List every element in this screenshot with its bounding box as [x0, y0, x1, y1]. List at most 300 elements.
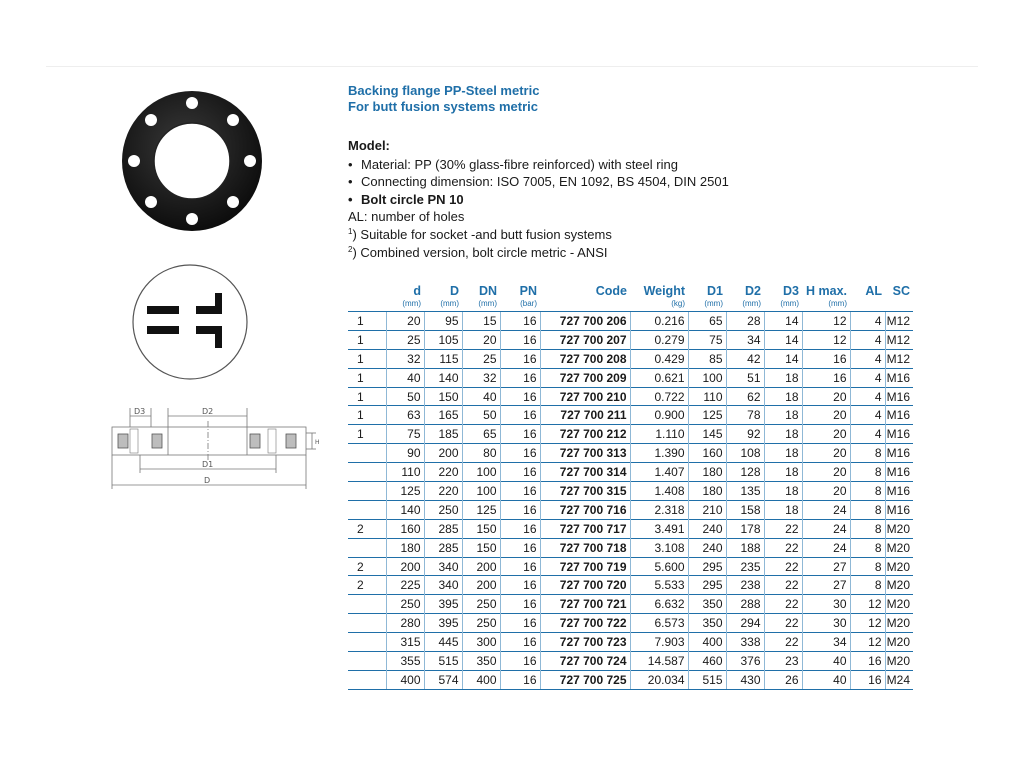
cell-D3: 18: [764, 463, 802, 482]
cell-note: [348, 595, 386, 614]
cell-h-max: 16: [802, 349, 850, 368]
note-2-mark: 2: [348, 244, 353, 254]
unit-DN: (mm): [462, 299, 500, 312]
cell-al: 8: [850, 576, 885, 595]
cell-DN: 200: [462, 576, 500, 595]
cell-DN: 15: [462, 312, 500, 331]
table-row: [348, 576, 913, 595]
cell-note: 1: [348, 406, 386, 425]
cell-weight: 1.110: [630, 425, 688, 444]
cell-D2: 235: [726, 557, 764, 576]
cell-D2: 92: [726, 425, 764, 444]
cell-weight: 20.034: [630, 670, 688, 689]
cell-h-max: 12: [802, 330, 850, 349]
cell-sc: M16: [885, 444, 913, 463]
cell-D1: 85: [688, 349, 726, 368]
cell-weight: 14.587: [630, 652, 688, 671]
cell-weight: 0.621: [630, 368, 688, 387]
note-al: AL: number of holes: [348, 209, 465, 225]
cell-d: 20: [386, 312, 424, 331]
cell-h-max: 27: [802, 576, 850, 595]
cell-DN: 300: [462, 633, 500, 652]
cell-sc: M12: [885, 312, 913, 331]
cell-D3: 22: [764, 557, 802, 576]
cell-D3: 18: [764, 500, 802, 519]
cell-DN: 200: [462, 557, 500, 576]
cell-h-max: 20: [802, 463, 850, 482]
cell-sc: M20: [885, 652, 913, 671]
header-d: d: [413, 283, 421, 298]
cell-al: 4: [850, 349, 885, 368]
cell-PN: 16: [500, 406, 540, 425]
cell-D3: 22: [764, 633, 802, 652]
cell-D2: 34: [726, 330, 764, 349]
cell-DN: 80: [462, 444, 500, 463]
cell-note: [348, 482, 386, 501]
cell-PN: 16: [500, 425, 540, 444]
table-header-row: [348, 282, 913, 299]
cell-D2: 42: [726, 349, 764, 368]
header-sc: SC: [892, 283, 910, 298]
cell-d: 200: [386, 557, 424, 576]
technical-drawing: [104, 403, 324, 495]
cell-D2: 294: [726, 614, 764, 633]
cell-weight: 3.108: [630, 538, 688, 557]
cell-weight: 0.279: [630, 330, 688, 349]
bullet-material: • Material: PP (30% glass-fibre reinforced) with steel ring: [348, 156, 729, 174]
cell-PN: 16: [500, 500, 540, 519]
cell-D2: 108: [726, 444, 764, 463]
cell-weight: 3.491: [630, 519, 688, 538]
table-row: [348, 368, 913, 387]
cell-DN: 250: [462, 614, 500, 633]
cell-D3: 18: [764, 406, 802, 425]
cell-D2: 158: [726, 500, 764, 519]
cell-DN: 25: [462, 349, 500, 368]
cell-h-max: 12: [802, 312, 850, 331]
cell-h-max: 24: [802, 500, 850, 519]
cell-DN: 65: [462, 425, 500, 444]
cell-code: 727 700 717: [540, 519, 630, 538]
cell-note: [348, 444, 386, 463]
cell-D2: 338: [726, 633, 764, 652]
cell-D1: 145: [688, 425, 726, 444]
cell-sc: M16: [885, 482, 913, 501]
cell-h-max: 40: [802, 652, 850, 671]
cell-D: 140: [424, 368, 462, 387]
cell-D: 285: [424, 538, 462, 557]
cell-code: 727 700 210: [540, 387, 630, 406]
cell-d: 125: [386, 482, 424, 501]
cell-h-max: 24: [802, 538, 850, 557]
cell-sc: M16: [885, 387, 913, 406]
header-D: D: [449, 283, 459, 298]
cell-sc: M20: [885, 557, 913, 576]
cell-DN: 40: [462, 387, 500, 406]
cell-D3: 14: [764, 312, 802, 331]
dim-d1-label: D1: [202, 460, 214, 469]
cell-weight: 7.903: [630, 633, 688, 652]
cell-D2: 288: [726, 595, 764, 614]
cell-al: 8: [850, 557, 885, 576]
model-description: [348, 137, 729, 261]
cell-D2: 51: [726, 368, 764, 387]
cell-al: 8: [850, 463, 885, 482]
cell-code: 727 700 212: [540, 425, 630, 444]
cell-D1: 180: [688, 482, 726, 501]
cell-D1: 295: [688, 576, 726, 595]
cell-note: [348, 463, 386, 482]
cell-weight: 0.429: [630, 349, 688, 368]
unit-D: (mm): [424, 299, 462, 312]
cell-PN: 16: [500, 557, 540, 576]
table-row: [348, 500, 913, 519]
cell-code: 727 700 208: [540, 349, 630, 368]
header-note: [348, 282, 386, 299]
cell-D: 95: [424, 312, 462, 331]
cell-D2: 28: [726, 312, 764, 331]
table-row: [348, 670, 913, 689]
cell-al: 4: [850, 425, 885, 444]
cell-D3: 18: [764, 387, 802, 406]
cell-note: 1: [348, 387, 386, 406]
cell-al: 16: [850, 652, 885, 671]
cell-al: 12: [850, 595, 885, 614]
cell-h-max: 34: [802, 633, 850, 652]
cell-al: 8: [850, 444, 885, 463]
cell-D1: 240: [688, 538, 726, 557]
cell-PN: 16: [500, 633, 540, 652]
cell-al: 4: [850, 312, 885, 331]
cell-sc: M16: [885, 463, 913, 482]
cell-h-max: 20: [802, 387, 850, 406]
cell-PN: 16: [500, 576, 540, 595]
cell-D1: 125: [688, 406, 726, 425]
cell-code: 727 700 313: [540, 444, 630, 463]
cell-note: 2: [348, 576, 386, 595]
cell-D1: 180: [688, 463, 726, 482]
cell-DN: 350: [462, 652, 500, 671]
cell-PN: 16: [500, 444, 540, 463]
header-h-max: H max.: [806, 283, 847, 298]
cell-D: 115: [424, 349, 462, 368]
cell-weight: 0.216: [630, 312, 688, 331]
cell-sc: M12: [885, 349, 913, 368]
cell-DN: 32: [462, 368, 500, 387]
cell-DN: 100: [462, 463, 500, 482]
table-row: [348, 482, 913, 501]
table-row: [348, 614, 913, 633]
note-1: [348, 226, 729, 244]
cell-sc: M16: [885, 425, 913, 444]
table-body: [348, 312, 913, 690]
cell-D2: 62: [726, 387, 764, 406]
cell-weight: 1.408: [630, 482, 688, 501]
cell-note: [348, 500, 386, 519]
cell-D: 515: [424, 652, 462, 671]
cell-code: 727 700 724: [540, 652, 630, 671]
cell-D: 220: [424, 482, 462, 501]
cell-d: 160: [386, 519, 424, 538]
cell-D1: 240: [688, 519, 726, 538]
cell-code: 727 700 315: [540, 482, 630, 501]
cell-code: 727 700 721: [540, 595, 630, 614]
cell-code: 727 700 725: [540, 670, 630, 689]
cell-DN: 20: [462, 330, 500, 349]
cell-D1: 350: [688, 614, 726, 633]
cell-note: [348, 538, 386, 557]
cell-d: 32: [386, 349, 424, 368]
cell-code: 727 700 211: [540, 406, 630, 425]
unit-D3: (mm): [764, 299, 802, 312]
cell-note: 1: [348, 425, 386, 444]
note-1-text: ) Suitable for socket -and butt fusion systems: [352, 226, 612, 242]
cell-sc: M20: [885, 595, 913, 614]
cell-d: 110: [386, 463, 424, 482]
cell-d: 225: [386, 576, 424, 595]
flange-photo: [118, 88, 266, 234]
cell-D1: 515: [688, 670, 726, 689]
header-DN: DN: [478, 283, 497, 298]
cell-h-max: 20: [802, 482, 850, 501]
cell-d: 63: [386, 406, 424, 425]
cell-DN: 100: [462, 482, 500, 501]
cell-DN: 250: [462, 595, 500, 614]
cell-D1: 400: [688, 633, 726, 652]
cell-note: [348, 614, 386, 633]
cell-D3: 14: [764, 330, 802, 349]
cell-al: 4: [850, 387, 885, 406]
cell-D2: 178: [726, 519, 764, 538]
unit-h-max: (mm): [802, 299, 850, 312]
cell-weight: 1.407: [630, 463, 688, 482]
cell-PN: 16: [500, 368, 540, 387]
cell-note: 2: [348, 519, 386, 538]
cell-d: 180: [386, 538, 424, 557]
cell-D3: 18: [764, 444, 802, 463]
cell-h-max: 20: [802, 425, 850, 444]
title-line-2: For butt fusion systems metric: [348, 99, 538, 114]
cell-code: 727 700 722: [540, 614, 630, 633]
cell-D3: 22: [764, 576, 802, 595]
cell-D: 340: [424, 557, 462, 576]
cell-PN: 16: [500, 538, 540, 557]
cell-sc: M20: [885, 519, 913, 538]
title-line-1: Backing flange PP-Steel metric: [348, 83, 540, 98]
cell-weight: 0.722: [630, 387, 688, 406]
cell-PN: 16: [500, 519, 540, 538]
header-al: AL: [865, 283, 882, 298]
note-1-mark: 1: [348, 226, 353, 236]
cell-d: 355: [386, 652, 424, 671]
cell-D3: 22: [764, 595, 802, 614]
cell-DN: 125: [462, 500, 500, 519]
header-PN: PN: [519, 283, 537, 298]
cell-weight: 5.533: [630, 576, 688, 595]
unit-d: (mm): [386, 299, 424, 312]
cell-h-max: 24: [802, 519, 850, 538]
cell-d: 400: [386, 670, 424, 689]
cell-code: 727 700 723: [540, 633, 630, 652]
table-row: [348, 595, 913, 614]
cell-D1: 65: [688, 312, 726, 331]
unit-sc: [885, 299, 913, 312]
cell-weight: 5.600: [630, 557, 688, 576]
cell-D1: 75: [688, 330, 726, 349]
cell-d: 40: [386, 368, 424, 387]
cell-al: 12: [850, 614, 885, 633]
unit-al: [850, 299, 885, 312]
model-heading: Model:: [348, 138, 390, 153]
table-row: [348, 557, 913, 576]
table-row: [348, 425, 913, 444]
cell-note: [348, 652, 386, 671]
cell-D: 200: [424, 444, 462, 463]
cell-D1: 350: [688, 595, 726, 614]
cell-d: 75: [386, 425, 424, 444]
cell-note: 2: [348, 557, 386, 576]
cell-PN: 16: [500, 463, 540, 482]
cell-d: 25: [386, 330, 424, 349]
cell-h-max: 16: [802, 368, 850, 387]
dim-h-label: H: [315, 439, 320, 446]
cell-D: 395: [424, 595, 462, 614]
note-2: [348, 244, 729, 262]
cell-code: 727 700 719: [540, 557, 630, 576]
unit-D1: (mm): [688, 299, 726, 312]
cell-h-max: 30: [802, 614, 850, 633]
cell-code: 727 700 209: [540, 368, 630, 387]
cell-D3: 22: [764, 538, 802, 557]
cell-D3: 26: [764, 670, 802, 689]
cell-D2: 376: [726, 652, 764, 671]
table-row: [348, 330, 913, 349]
table-row: [348, 633, 913, 652]
cell-h-max: 20: [802, 444, 850, 463]
cell-PN: 16: [500, 349, 540, 368]
cell-al: 8: [850, 538, 885, 557]
cell-code: 727 700 314: [540, 463, 630, 482]
cell-d: 250: [386, 595, 424, 614]
unit-code: [540, 299, 630, 312]
cell-sc: M20: [885, 633, 913, 652]
cell-sc: M20: [885, 614, 913, 633]
cell-D1: 160: [688, 444, 726, 463]
cell-D2: 135: [726, 482, 764, 501]
cell-sc: M16: [885, 500, 913, 519]
cell-al: 8: [850, 519, 885, 538]
cell-DN: 150: [462, 519, 500, 538]
cell-PN: 16: [500, 330, 540, 349]
cell-al: 16: [850, 670, 885, 689]
bullet-bolt-circle: • Bolt circle PN 10: [348, 191, 729, 209]
cell-D: 395: [424, 614, 462, 633]
table-row: [348, 349, 913, 368]
cell-d: 50: [386, 387, 424, 406]
cell-note: 1: [348, 349, 386, 368]
header-D2: D2: [745, 283, 761, 298]
cell-D3: 18: [764, 482, 802, 501]
cell-al: 8: [850, 500, 885, 519]
cell-al: 8: [850, 482, 885, 501]
cell-note: 1: [348, 368, 386, 387]
cell-sc: M16: [885, 368, 913, 387]
cell-D3: 18: [764, 425, 802, 444]
cell-h-max: 30: [802, 595, 850, 614]
cell-D1: 295: [688, 557, 726, 576]
cell-code: 727 700 720: [540, 576, 630, 595]
cell-PN: 16: [500, 614, 540, 633]
table-row: [348, 463, 913, 482]
note-2-text: ) Combined version, bolt circle metric - ANSI: [352, 244, 608, 260]
cell-D2: 128: [726, 463, 764, 482]
cell-note: [348, 670, 386, 689]
cell-D1: 100: [688, 368, 726, 387]
header-D1: D1: [707, 283, 723, 298]
cell-D2: 238: [726, 576, 764, 595]
table-row: [348, 444, 913, 463]
table-row: [348, 652, 913, 671]
product-title: [348, 83, 539, 115]
cell-h-max: 27: [802, 557, 850, 576]
cell-D: 220: [424, 463, 462, 482]
cell-PN: 16: [500, 652, 540, 671]
unit-PN: (bar): [500, 299, 540, 312]
cell-PN: 16: [500, 482, 540, 501]
cell-DN: 150: [462, 538, 500, 557]
cell-D: 574: [424, 670, 462, 689]
header-code: Code: [595, 283, 627, 298]
cell-D: 185: [424, 425, 462, 444]
cell-weight: 6.632: [630, 595, 688, 614]
cell-h-max: 20: [802, 406, 850, 425]
cell-code: 727 700 206: [540, 312, 630, 331]
cell-al: 4: [850, 368, 885, 387]
cell-code: 727 700 718: [540, 538, 630, 557]
cell-D2: 78: [726, 406, 764, 425]
cell-DN: 50: [462, 406, 500, 425]
unit-weight: (kg): [630, 299, 688, 312]
table-row: [348, 387, 913, 406]
cell-weight: 2.318: [630, 500, 688, 519]
unit-D2: (mm): [726, 299, 764, 312]
cell-sc: M20: [885, 576, 913, 595]
cell-D: 150: [424, 387, 462, 406]
table-units-row: [348, 299, 913, 312]
cell-note: 1: [348, 330, 386, 349]
cell-al: 4: [850, 330, 885, 349]
cell-D1: 210: [688, 500, 726, 519]
cell-sc: M20: [885, 538, 913, 557]
cell-PN: 16: [500, 312, 540, 331]
cell-al: 4: [850, 406, 885, 425]
cell-d: 140: [386, 500, 424, 519]
model-bullet-list: [348, 156, 729, 209]
flange-section-symbol-icon: [130, 262, 250, 382]
cell-weight: 0.900: [630, 406, 688, 425]
dim-d2-label: D2: [202, 407, 214, 416]
cell-weight: 6.573: [630, 614, 688, 633]
cell-DN: 400: [462, 670, 500, 689]
dim-d-label: D: [204, 476, 211, 485]
cell-sc: M16: [885, 406, 913, 425]
cell-sc: M12: [885, 330, 913, 349]
cell-PN: 16: [500, 595, 540, 614]
table-row: [348, 312, 913, 331]
dim-d3-label: D3: [134, 407, 146, 416]
cell-PN: 16: [500, 387, 540, 406]
cell-PN: 16: [500, 670, 540, 689]
